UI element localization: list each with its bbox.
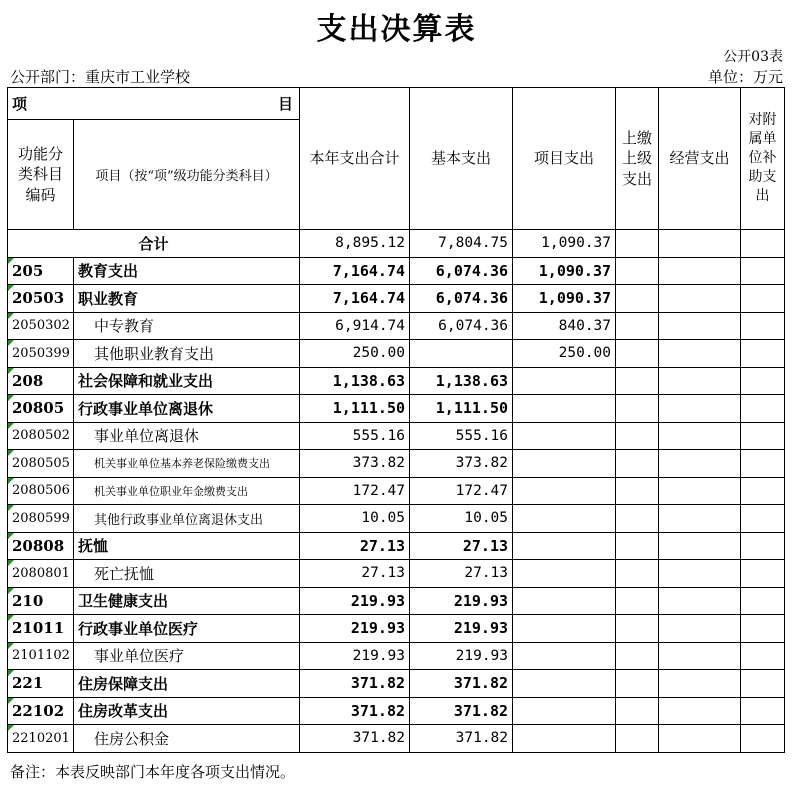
row-total: 219.93 <box>300 615 410 643</box>
header-upper: 上缴上级支出 <box>616 88 659 230</box>
header-item-name: 项目（按“项”级功能分类科目） <box>74 120 300 230</box>
row-code: 2101102 <box>8 642 74 670</box>
row-subsidiary <box>741 340 785 368</box>
row-project <box>513 505 616 533</box>
row-basic: 6,074.36 <box>410 257 513 285</box>
header-total: 本年支出合计 <box>300 88 410 230</box>
row-project <box>513 395 616 423</box>
row-basic: 1,138.63 <box>410 367 513 395</box>
row-subsidiary <box>741 312 785 340</box>
row-business <box>659 560 741 588</box>
row-name: 机关事业单位职业年金缴费支出 <box>74 477 300 505</box>
row-code: 20808 <box>8 532 74 560</box>
table-row <box>8 312 785 340</box>
row-subsidiary <box>741 257 785 285</box>
row-business <box>659 312 741 340</box>
row-business <box>659 477 741 505</box>
row-basic: 6,074.36 <box>410 312 513 340</box>
row-name: 住房公积金 <box>74 725 300 753</box>
row-upper <box>616 312 659 340</box>
row-code: 2080505 <box>8 450 74 478</box>
row-basic: 371.82 <box>410 725 513 753</box>
row-project <box>513 560 616 588</box>
table-row <box>8 367 785 395</box>
row-subsidiary <box>741 505 785 533</box>
row-total: 6,914.74 <box>300 312 410 340</box>
header-basic: 基本支出 <box>410 88 513 230</box>
row-upper <box>616 395 659 423</box>
row-subsidiary <box>741 615 785 643</box>
table-row <box>8 587 785 615</box>
row-name: 教育支出 <box>74 257 300 285</box>
row-name: 死亡抚恤 <box>74 560 300 588</box>
row-upper <box>616 642 659 670</box>
department-label: 公开部门：重庆市工业学校 <box>10 68 191 86</box>
row-subsidiary <box>741 450 785 478</box>
row-total: 219.93 <box>300 587 410 615</box>
row-name: 中专教育 <box>74 312 300 340</box>
total-row <box>8 230 785 258</box>
row-code: 2050399 <box>8 340 74 368</box>
row-basic: 371.82 <box>410 697 513 725</box>
row-upper <box>616 615 659 643</box>
row-code: 2080801 <box>8 560 74 588</box>
row-code: 2050302 <box>8 312 74 340</box>
row-project: 1,090.37 <box>513 257 616 285</box>
row-upper <box>616 505 659 533</box>
row-basic: 10.05 <box>410 505 513 533</box>
row-subsidiary <box>741 725 785 753</box>
header-row-item <box>8 88 785 120</box>
row-basic: 6,074.36 <box>410 285 513 313</box>
row-code: 221 <box>8 670 74 698</box>
row-code: 2080502 <box>8 422 74 450</box>
row-total: 172.47 <box>300 477 410 505</box>
row-upper <box>616 587 659 615</box>
table-row <box>8 395 785 423</box>
table-row <box>8 505 785 533</box>
row-business <box>659 422 741 450</box>
row-business <box>659 670 741 698</box>
row-project <box>513 697 616 725</box>
row-total: 27.13 <box>300 560 410 588</box>
row-project: 1,090.37 <box>513 285 616 313</box>
row-basic: 219.93 <box>410 615 513 643</box>
table-row <box>8 422 785 450</box>
row-business <box>659 725 741 753</box>
row-basic: 373.82 <box>410 450 513 478</box>
row-subsidiary <box>741 587 785 615</box>
footer-note: 备注：本表反映部门本年度各项支出情况。 <box>10 763 296 781</box>
row-upper <box>616 422 659 450</box>
table-row <box>8 560 785 588</box>
row-total: 371.82 <box>300 725 410 753</box>
table-row <box>8 340 785 368</box>
row-upper <box>616 697 659 725</box>
header-project: 项目支出 <box>513 88 616 230</box>
row-subsidiary <box>741 670 785 698</box>
row-total: 7,164.74 <box>300 257 410 285</box>
row-code: 2210201 <box>8 725 74 753</box>
row-basic: 371.82 <box>410 670 513 698</box>
row-code: 208 <box>8 367 74 395</box>
row-total: 250.00 <box>300 340 410 368</box>
row-upper <box>616 560 659 588</box>
row-project <box>513 670 616 698</box>
row-upper <box>616 367 659 395</box>
row-business <box>659 285 741 313</box>
row-project <box>513 477 616 505</box>
row-name: 行政事业单位医疗 <box>74 615 300 643</box>
row-project <box>513 587 616 615</box>
row-name: 机关事业单位基本养老保险缴费支出 <box>74 450 300 478</box>
table-row <box>8 725 785 753</box>
row-total: 10.05 <box>300 505 410 533</box>
header-subsidiary: 对附属单位补助支出 <box>741 88 785 230</box>
header-item-right: 目 <box>278 95 294 113</box>
row-project <box>513 532 616 560</box>
row-subsidiary <box>741 697 785 725</box>
row-project: 250.00 <box>513 340 616 368</box>
row-subsidiary <box>741 560 785 588</box>
total-subsidiary <box>741 230 785 258</box>
row-upper <box>616 450 659 478</box>
table-row <box>8 257 785 285</box>
row-business <box>659 395 741 423</box>
total-upper <box>616 230 659 258</box>
row-basic: 27.13 <box>410 532 513 560</box>
row-project <box>513 642 616 670</box>
table-row <box>8 642 785 670</box>
row-project <box>513 725 616 753</box>
row-upper <box>616 285 659 313</box>
row-upper <box>616 477 659 505</box>
row-project <box>513 450 616 478</box>
row-business <box>659 450 741 478</box>
row-subsidiary <box>741 367 785 395</box>
total-basic: 7,804.75 <box>410 230 513 258</box>
row-business <box>659 642 741 670</box>
row-business <box>659 587 741 615</box>
row-project <box>513 422 616 450</box>
row-name: 行政事业单位离退休 <box>74 395 300 423</box>
row-total: 219.93 <box>300 642 410 670</box>
row-code: 22102 <box>8 697 74 725</box>
row-project: 840.37 <box>513 312 616 340</box>
table-row <box>8 615 785 643</box>
row-name: 住房保障支出 <box>74 670 300 698</box>
row-basic: 1,111.50 <box>410 395 513 423</box>
table-code: 公开03表 <box>723 49 783 65</box>
row-upper <box>616 670 659 698</box>
row-business <box>659 505 741 533</box>
row-basic: 555.16 <box>410 422 513 450</box>
row-name: 社会保障和就业支出 <box>74 367 300 395</box>
row-name: 抚恤 <box>74 532 300 560</box>
header-business: 经营支出 <box>659 88 741 230</box>
unit-label: 单位：万元 <box>707 68 783 86</box>
row-basic: 172.47 <box>410 477 513 505</box>
row-business <box>659 532 741 560</box>
row-code: 205 <box>8 257 74 285</box>
row-name: 职业教育 <box>74 285 300 313</box>
row-total: 1,138.63 <box>300 367 410 395</box>
table-row <box>8 697 785 725</box>
row-code: 20805 <box>8 395 74 423</box>
row-total: 371.82 <box>300 697 410 725</box>
row-name: 事业单位离退休 <box>74 422 300 450</box>
row-upper <box>616 340 659 368</box>
row-subsidiary <box>741 642 785 670</box>
row-upper <box>616 257 659 285</box>
row-basic: 219.93 <box>410 587 513 615</box>
header-item-left: 项 <box>12 95 28 113</box>
row-business <box>659 615 741 643</box>
row-subsidiary <box>741 477 785 505</box>
total-business <box>659 230 741 258</box>
row-name: 卫生健康支出 <box>74 587 300 615</box>
row-total: 371.82 <box>300 670 410 698</box>
row-subsidiary <box>741 532 785 560</box>
row-upper <box>616 532 659 560</box>
row-total: 27.13 <box>300 532 410 560</box>
row-business <box>659 340 741 368</box>
row-upper <box>616 725 659 753</box>
row-project <box>513 367 616 395</box>
table-row <box>8 532 785 560</box>
row-code: 20503 <box>8 285 74 313</box>
row-subsidiary <box>741 422 785 450</box>
table-row <box>8 285 785 313</box>
row-project <box>513 615 616 643</box>
row-code: 21011 <box>8 615 74 643</box>
table-row <box>8 670 785 698</box>
page-title: 支出决算表 <box>316 12 477 47</box>
row-name: 住房改革支出 <box>74 697 300 725</box>
row-code: 2080599 <box>8 505 74 533</box>
row-name: 其他职业教育支出 <box>74 340 300 368</box>
table-row <box>8 477 785 505</box>
row-subsidiary <box>741 285 785 313</box>
header-item-cell <box>8 88 300 120</box>
table-row <box>8 450 785 478</box>
header-category-code: 功能分类科目编码 <box>8 120 74 230</box>
total-label: 合计 <box>8 230 300 258</box>
row-basic <box>410 340 513 368</box>
row-total: 373.82 <box>300 450 410 478</box>
row-subsidiary <box>741 395 785 423</box>
row-business <box>659 697 741 725</box>
row-name: 其他行政事业单位离退休支出 <box>74 505 300 533</box>
row-total: 7,164.74 <box>300 285 410 313</box>
row-name: 事业单位医疗 <box>74 642 300 670</box>
row-basic: 27.13 <box>410 560 513 588</box>
total-amount: 8,895.12 <box>300 230 410 258</box>
row-business <box>659 257 741 285</box>
row-code: 210 <box>8 587 74 615</box>
row-code: 2080506 <box>8 477 74 505</box>
row-total: 1,111.50 <box>300 395 410 423</box>
row-total: 555.16 <box>300 422 410 450</box>
total-project: 1,090.37 <box>513 230 616 258</box>
row-basic: 219.93 <box>410 642 513 670</box>
expenditure-table <box>7 87 785 753</box>
row-business <box>659 367 741 395</box>
